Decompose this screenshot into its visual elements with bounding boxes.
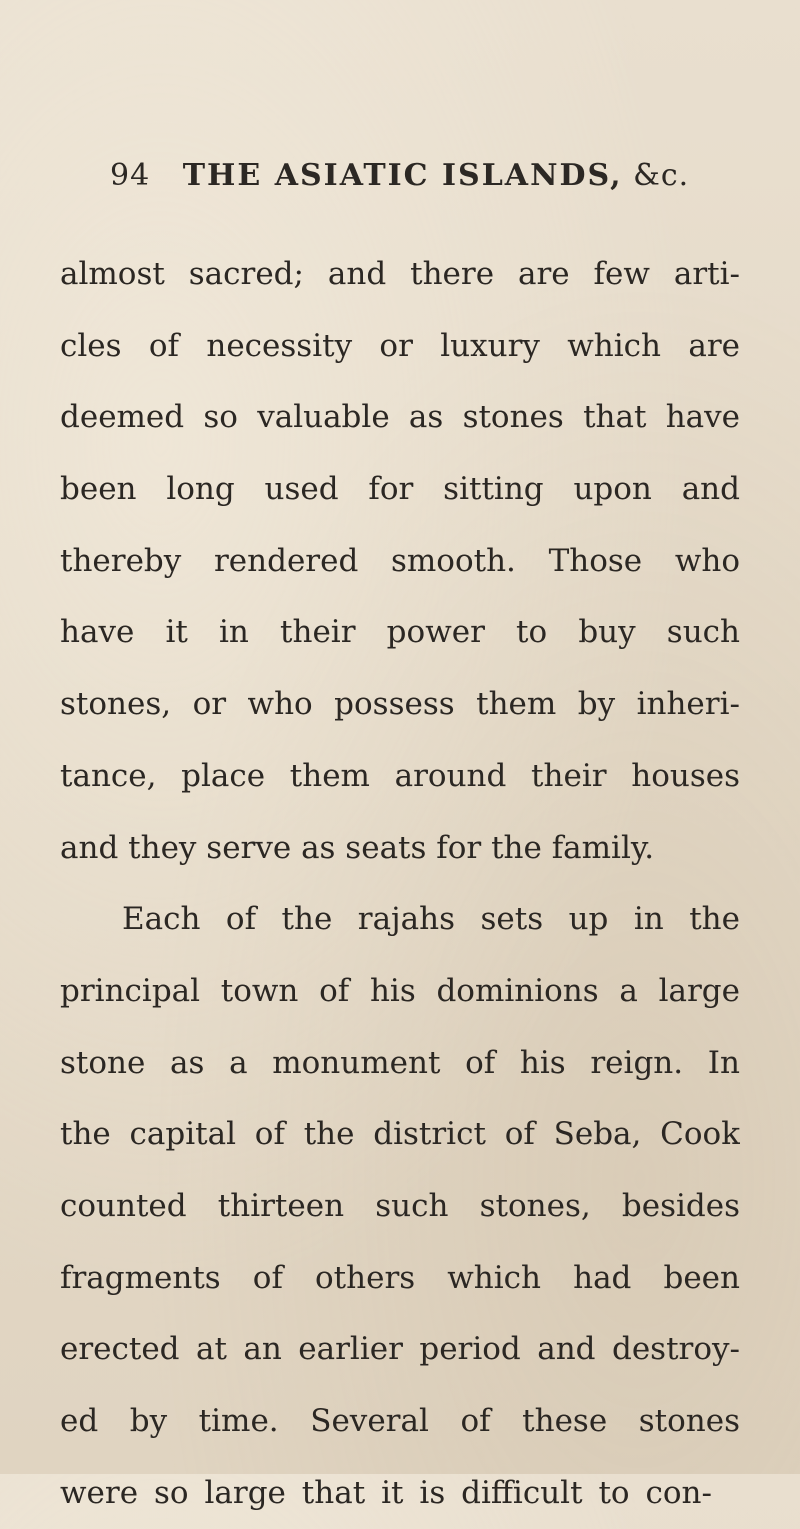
text-line: erected at an earlier period and destroy- [60, 1331, 740, 1368]
paragraph-start-line: Each of the rajahs sets up in the [122, 901, 740, 938]
text-line: almost sacred; and there are few arti- [60, 256, 740, 292]
text-line: fragments of others which had been [60, 1259, 740, 1296]
text-line: cles of necessity or luxury which are [60, 327, 740, 364]
running-head-title: THE ASIATIC ISLANDS, [182, 158, 623, 193]
running-head [110, 158, 730, 208]
text-line: been long used for sitting upon and [60, 471, 740, 508]
body-text [60, 239, 740, 1529]
running-head-etc: &c. [633, 158, 690, 193]
text-line: thereby rendered smooth. Those who [60, 542, 740, 579]
page-number: 94 [110, 158, 151, 193]
text-line: were so large that it is difficult to con- [60, 1474, 712, 1511]
text-line: counted thirteen such stones, besides [60, 1187, 740, 1224]
text-line: stones, or who possess them by inheri- [60, 686, 740, 723]
text-line: tance, place them around their houses [60, 757, 740, 794]
text-line: the capital of the district of Seba, Cook [60, 1116, 740, 1153]
text-line: and they serve as seats for the family. [60, 829, 655, 866]
text-line: principal town of his dominions a large [60, 972, 740, 1009]
text-line: deemed so valuable as stones that have [60, 399, 740, 436]
text-line: have it in their power to buy such [60, 614, 740, 651]
text-line: stone as a monument of his reign. In [60, 1044, 740, 1081]
text-line: ed by time. Several of these stones [60, 1403, 740, 1439]
